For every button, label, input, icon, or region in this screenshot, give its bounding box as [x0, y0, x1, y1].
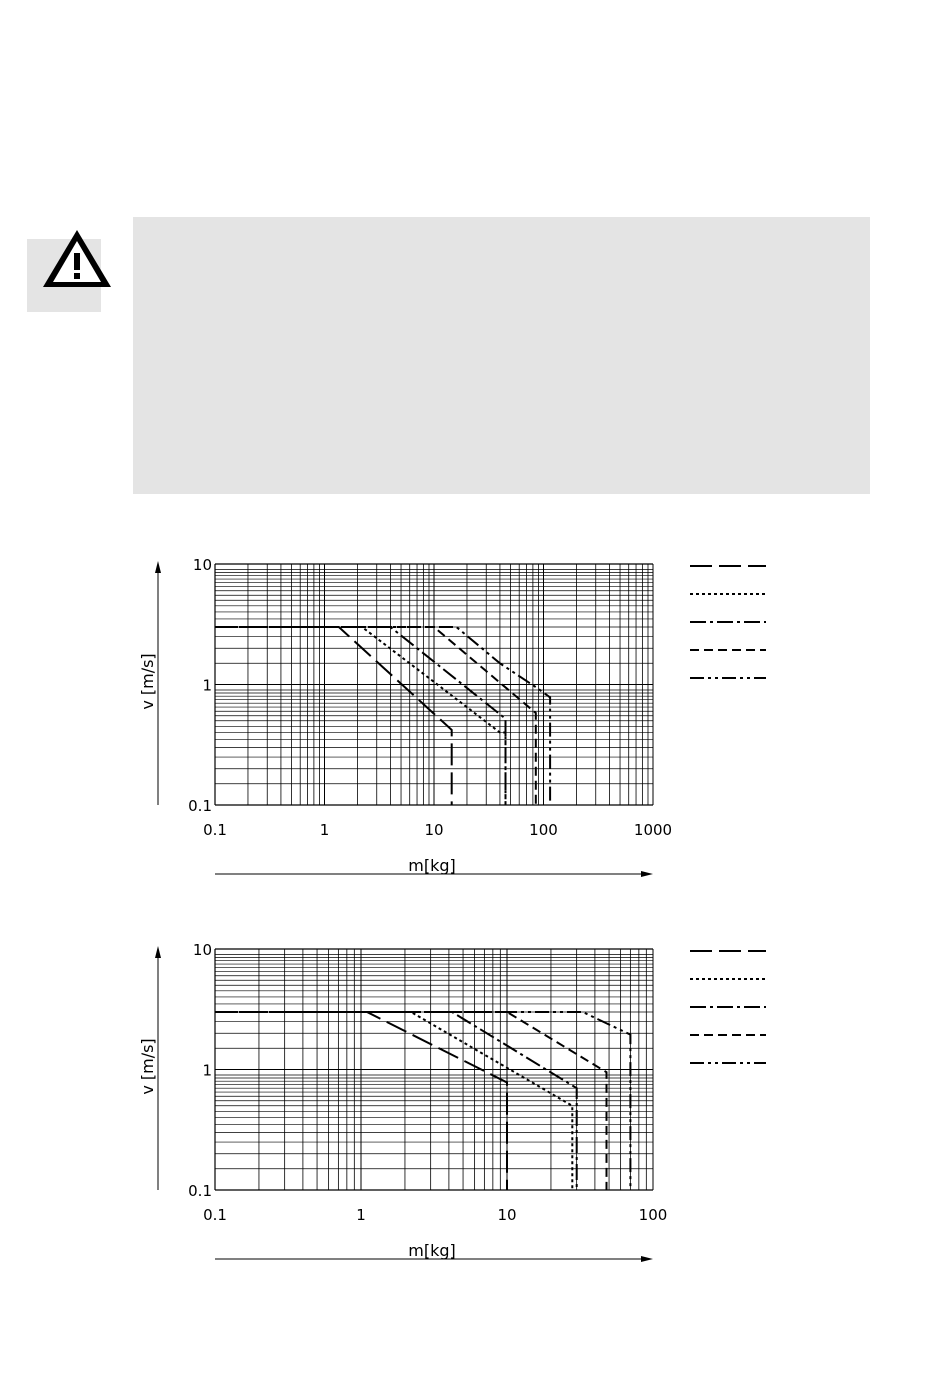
y-tick-label: 1: [202, 1061, 212, 1080]
y-tick-label: 1: [202, 676, 212, 695]
x-tick-label: 1000: [633, 821, 673, 839]
x-tick-label: 10: [497, 1206, 517, 1224]
x-tick-label: 100: [638, 1206, 668, 1224]
x-tick-label: 100: [529, 821, 558, 839]
x-axis-title: m[kg]: [408, 856, 456, 875]
y-tick-label: 10: [192, 556, 212, 574]
y-tick-label: 0.1: [188, 1182, 212, 1200]
notice-panel: [133, 217, 870, 494]
x-axis-title: m[kg]: [408, 1241, 456, 1260]
x-tick-label: 1: [356, 1206, 366, 1224]
y-axis-arrowhead: [155, 561, 161, 573]
x-axis-arrowhead: [641, 1256, 653, 1262]
y-axis-title: v [m/s]: [138, 653, 157, 710]
chart-velocity-mass-1: [0, 540, 950, 890]
warning-triangle-icon: [40, 227, 114, 291]
x-tick-label: 1: [319, 821, 330, 839]
y-tick-label: 10: [192, 941, 212, 959]
x-tick-label: 0.1: [203, 1206, 227, 1224]
chart-velocity-mass-2: [0, 925, 950, 1275]
x-tick-label: 0.1: [203, 821, 227, 839]
y-tick-label: 0.1: [188, 797, 212, 815]
y-axis-title: v [m/s]: [138, 1038, 157, 1095]
x-tick-label: 10: [424, 821, 444, 839]
y-axis-arrowhead: [155, 946, 161, 958]
x-axis-arrowhead: [641, 871, 653, 877]
